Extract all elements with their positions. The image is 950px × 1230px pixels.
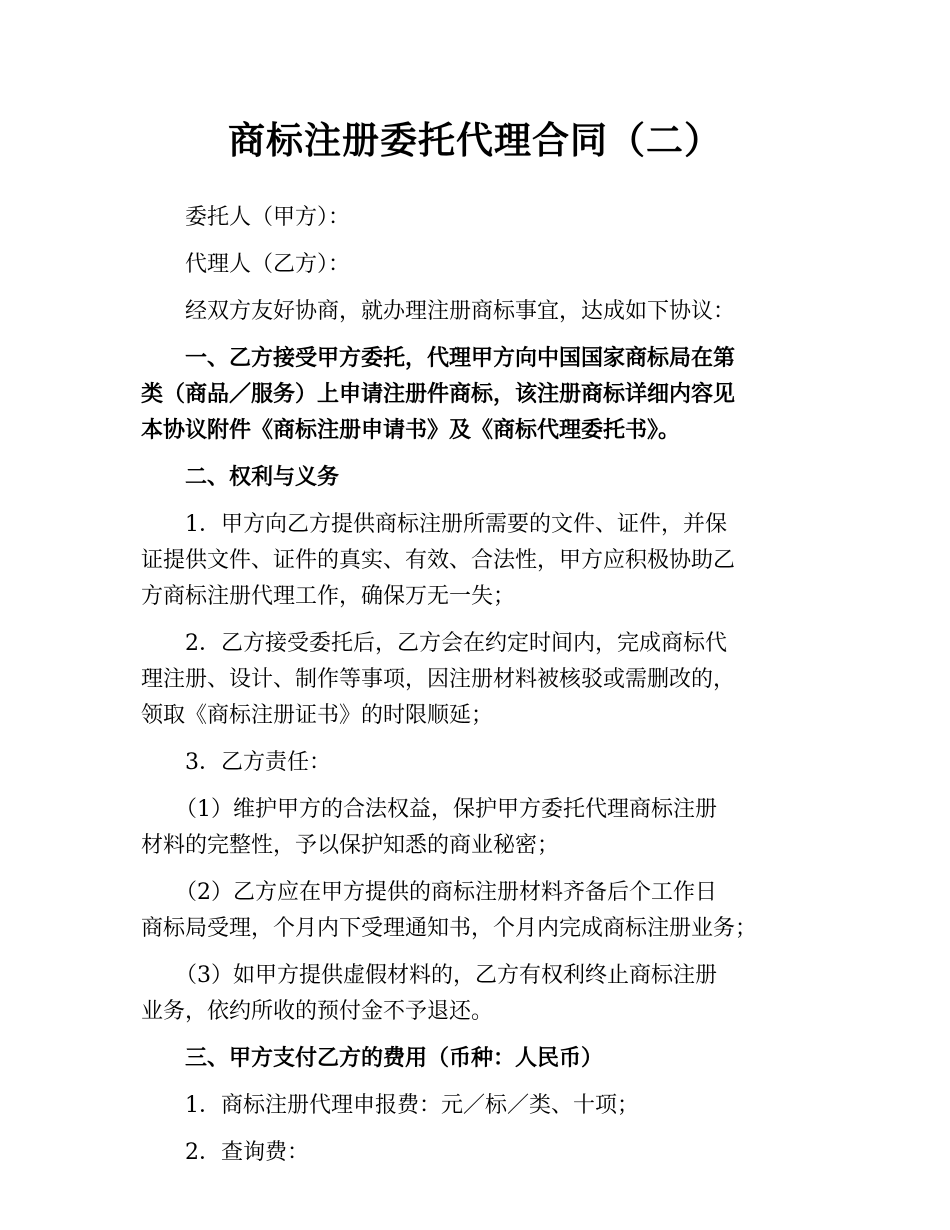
paragraph-intro — [141, 294, 821, 330]
text-line: 2．查询费： — [185, 1140, 309, 1165]
text-line: 二、权利与义务 — [185, 465, 340, 490]
text-line: 三、甲方支付乙方的费用（币种：人民币） — [185, 1046, 604, 1071]
text-line: 委托人（甲方）： — [185, 205, 351, 230]
text-line: 材料的完整性，予以保护知悉的商业秘密； — [141, 833, 560, 858]
text-line: 类（商品／服务）上申请注册件商标，该注册商标详细内容见 — [141, 382, 736, 407]
document-title: 商标注册委托代理合同（二） — [228, 119, 722, 162]
clause-2-3-3 — [141, 958, 821, 1030]
text-line: 经双方友好协商，就办理注册商标事宜，达成如下协议： — [185, 299, 736, 324]
section-heading-3 — [141, 1041, 821, 1077]
section-heading-2 — [141, 460, 821, 496]
clause-2-1 — [141, 507, 821, 615]
text-line: （3）如甲方提供虚假材料的，乙方有权利终止商标注册 — [175, 963, 717, 988]
clause-3-1 — [141, 1088, 821, 1124]
text-line: 领取《商标注册证书》的时限顺延； — [141, 703, 494, 728]
clause-2-3 — [141, 745, 821, 781]
text-line: （2）乙方应在甲方提供的商标注册材料齐备后个工作日 — [175, 880, 717, 905]
clause-2-2 — [141, 626, 821, 734]
text-line: 业务，依约所收的预付金不予退还。 — [141, 999, 494, 1024]
text-line: 2．乙方接受委托后，乙方会在约定时间内，完成商标代 — [185, 631, 727, 656]
text-line: 证提供文件、证件的真实、有效、合法性，甲方应积极协助乙 — [141, 548, 736, 573]
clause-2-3-1 — [141, 792, 821, 864]
paragraph-client — [141, 200, 821, 236]
text-line: 3．乙方责任： — [185, 750, 331, 775]
text-line: 商标局受理，个月内下受理通知书，个月内完成商标注册业务； — [141, 916, 758, 941]
paragraph-agent — [141, 247, 821, 283]
clause-3-2 — [141, 1135, 821, 1171]
text-line: （1）维护甲方的合法权益，保护甲方委托代理商标注册 — [175, 797, 717, 822]
clause-2-3-2 — [141, 875, 821, 947]
text-line: 1．甲方向乙方提供商标注册所需要的文件、证件，并保 — [185, 512, 727, 537]
text-line: 1．商标注册代理申报费：元／标／类、十项； — [185, 1093, 639, 1118]
text-line: 方商标注册代理工作，确保万无一失； — [141, 584, 516, 609]
text-line: 代理人（乙方）： — [185, 252, 351, 277]
text-line: 理注册、设计、制作等事项，因注册材料被核驳或需删改的， — [141, 667, 736, 692]
section-heading-1 — [141, 341, 821, 449]
text-line: 一、乙方接受甲方委托，代理甲方向中国国家商标局在第 — [185, 346, 736, 371]
document-body — [141, 200, 821, 1182]
text-line: 本协议附件《商标注册申请书》及《商标代理委托书》。 — [141, 418, 681, 443]
